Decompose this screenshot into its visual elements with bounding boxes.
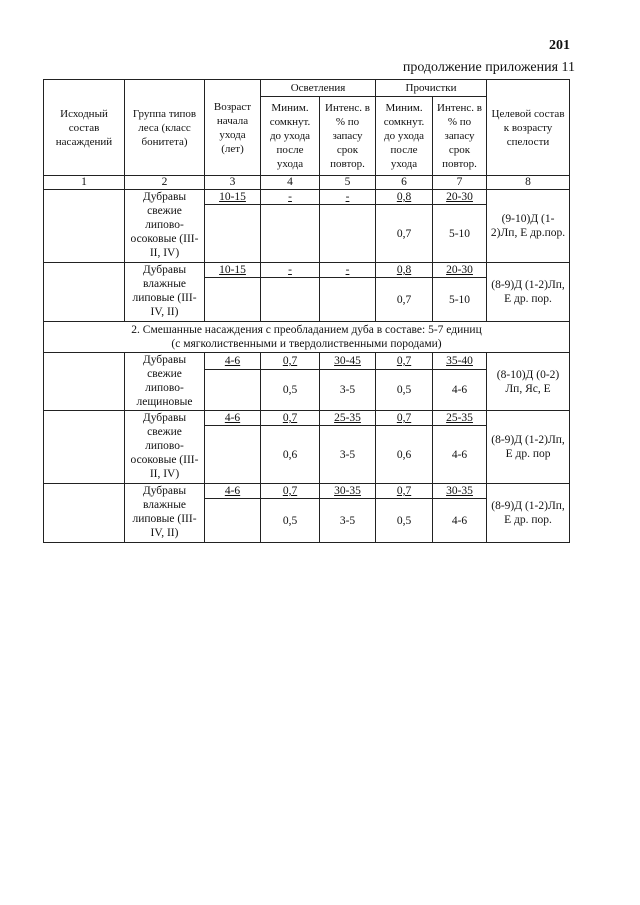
table-row <box>44 484 570 499</box>
page-number: 201 <box>549 38 570 53</box>
column-number: 8 <box>487 176 570 190</box>
header-group-thinning: Осветления <box>261 80 376 97</box>
start-age-blank-cell <box>205 426 261 484</box>
thinning-repeat-cell: 3-5 <box>320 426 376 484</box>
thinning-min-before-cell: - <box>261 190 320 205</box>
column-number: 3 <box>205 176 261 190</box>
section-title: 2. Смешанные насаждения с преобладанием дуба в составе: 5-7 единиц <box>131 324 482 336</box>
forest-type-cell: Дубравы свежие липово-лещиновые <box>125 353 205 411</box>
start-age-cell: 4-6 <box>205 484 261 499</box>
source-composition-cell <box>44 353 125 411</box>
table-row <box>44 263 570 278</box>
target-composition-cell: (8-9)Д (1-2)Лп, Е др. пор. <box>487 484 570 543</box>
target-composition-cell: (8-10)Д (0-2) Лп, Яс, Е <box>487 353 570 411</box>
column-number: 5 <box>320 176 376 190</box>
source-composition-cell <box>44 411 125 484</box>
cleaning-intensity-cell: 35-40 <box>433 353 487 370</box>
source-composition-cell <box>44 190 125 263</box>
start-age-cell: 4-6 <box>205 411 261 426</box>
thinning-min-before-cell: 0,7 <box>261 353 320 370</box>
silviculture-table <box>43 79 570 543</box>
start-age-cell: 10-15 <box>205 263 261 278</box>
thinning-intensity-cell: - <box>320 190 376 205</box>
cleaning-min-before-cell: 0,8 <box>376 190 433 205</box>
cleaning-intensity-cell: 30-35 <box>433 484 487 499</box>
thinning-repeat-cell <box>320 205 376 263</box>
cleaning-min-after-cell: 0,5 <box>376 499 433 543</box>
cleaning-repeat-cell: 4-6 <box>433 426 487 484</box>
thinning-min-after-cell: 0,5 <box>261 369 320 410</box>
thinning-min-before-cell: 0,7 <box>261 411 320 426</box>
cleaning-repeat-cell: 5-10 <box>433 205 487 263</box>
cleaning-min-after-cell: 0,7 <box>376 278 433 322</box>
thinning-min-after-cell <box>261 278 320 322</box>
start-age-cell: 10-15 <box>205 190 261 205</box>
header-start-age: Возраст начала ухода (лет) <box>205 80 261 176</box>
target-composition-cell: (9-10)Д (1-2)Лп, Е др.пор. <box>487 190 570 263</box>
table-row <box>44 411 570 426</box>
column-number: 2 <box>125 176 205 190</box>
thinning-intensity-cell: - <box>320 263 376 278</box>
target-composition-cell: (8-9)Д (1-2)Лп, Е др. пор. <box>487 263 570 322</box>
table-row <box>44 190 570 205</box>
forest-type-cell: Дубравы влажные липовые (III-IV, II) <box>125 263 205 322</box>
thinning-repeat-cell: 3-5 <box>320 499 376 543</box>
thinning-repeat-cell <box>320 278 376 322</box>
header-forest-type-group: Группа типов леса (класс бонитета) <box>125 80 205 176</box>
cleaning-intensity-cell: 20-30 <box>433 263 487 278</box>
source-composition-cell <box>44 263 125 322</box>
thinning-min-after-cell <box>261 205 320 263</box>
section-heading <box>44 322 570 353</box>
column-number: 1 <box>44 176 125 190</box>
forest-type-cell: Дубравы свежие липово-осоковые (III-II, IV) <box>125 411 205 484</box>
column-number: 7 <box>433 176 487 190</box>
start-age-blank-cell <box>205 278 261 322</box>
cleaning-repeat-cell: 4-6 <box>433 369 487 410</box>
header-cleaning-intensity: Интенс. в % по запасу срок повтор. <box>433 97 487 176</box>
cleaning-min-after-cell: 0,6 <box>376 426 433 484</box>
section-subtitle: (с мягколиственными и твердолиственными породами) <box>171 338 442 350</box>
header-thinning-min-density: Миним. сомкнут. до ухода после ухода <box>261 97 320 176</box>
cleaning-repeat-cell: 4-6 <box>433 499 487 543</box>
appendix-continuation-label: продолжение приложения 11 <box>402 60 575 75</box>
table-body <box>44 176 570 543</box>
target-composition-cell: (8-9)Д (1-2)Лп, Е др. пор <box>487 411 570 484</box>
cleaning-intensity-cell: 20-30 <box>433 190 487 205</box>
header-source-composition: Исходный состав насаждений <box>44 80 125 176</box>
source-composition-cell <box>44 484 125 543</box>
header-thinning-intensity: Интенс. в % по запасу срок повтор. <box>320 97 376 176</box>
thinning-intensity-cell: 30-45 <box>320 353 376 370</box>
thinning-min-after-cell: 0,6 <box>261 426 320 484</box>
cleaning-min-after-cell: 0,5 <box>376 369 433 410</box>
forest-type-cell: Дубравы влажные липовые (III-IV, II) <box>125 484 205 543</box>
start-age-blank-cell <box>205 369 261 410</box>
forest-type-cell: Дубравы свежие липово-осоковые (III-II, IV) <box>125 190 205 263</box>
section-heading-row <box>44 322 570 353</box>
column-number: 6 <box>376 176 433 190</box>
start-age-blank-cell <box>205 205 261 263</box>
header-cleaning-min-density: Миним. сомкнут. до ухода после ухода <box>376 97 433 176</box>
column-number: 4 <box>261 176 320 190</box>
cleaning-intensity-cell: 25-35 <box>433 411 487 426</box>
header-group-cleaning: Прочистки <box>376 80 487 97</box>
thinning-intensity-cell: 25-35 <box>320 411 376 426</box>
cleaning-min-before-cell: 0,7 <box>376 353 433 370</box>
cleaning-min-after-cell: 0,7 <box>376 205 433 263</box>
header-target-composition: Целевой состав к возрасту спелости <box>487 80 570 176</box>
column-number-row <box>44 176 570 190</box>
thinning-min-before-cell: 0,7 <box>261 484 320 499</box>
cleaning-repeat-cell: 5-10 <box>433 278 487 322</box>
thinning-repeat-cell: 3-5 <box>320 369 376 410</box>
cleaning-min-before-cell: 0,7 <box>376 411 433 426</box>
thinning-intensity-cell: 30-35 <box>320 484 376 499</box>
thinning-min-after-cell: 0,5 <box>261 499 320 543</box>
table-row <box>44 353 570 370</box>
start-age-blank-cell <box>205 499 261 543</box>
thinning-min-before-cell: - <box>261 263 320 278</box>
document-table-container <box>43 79 570 543</box>
start-age-cell: 4-6 <box>205 353 261 370</box>
cleaning-min-before-cell: 0,8 <box>376 263 433 278</box>
cleaning-min-before-cell: 0,7 <box>376 484 433 499</box>
